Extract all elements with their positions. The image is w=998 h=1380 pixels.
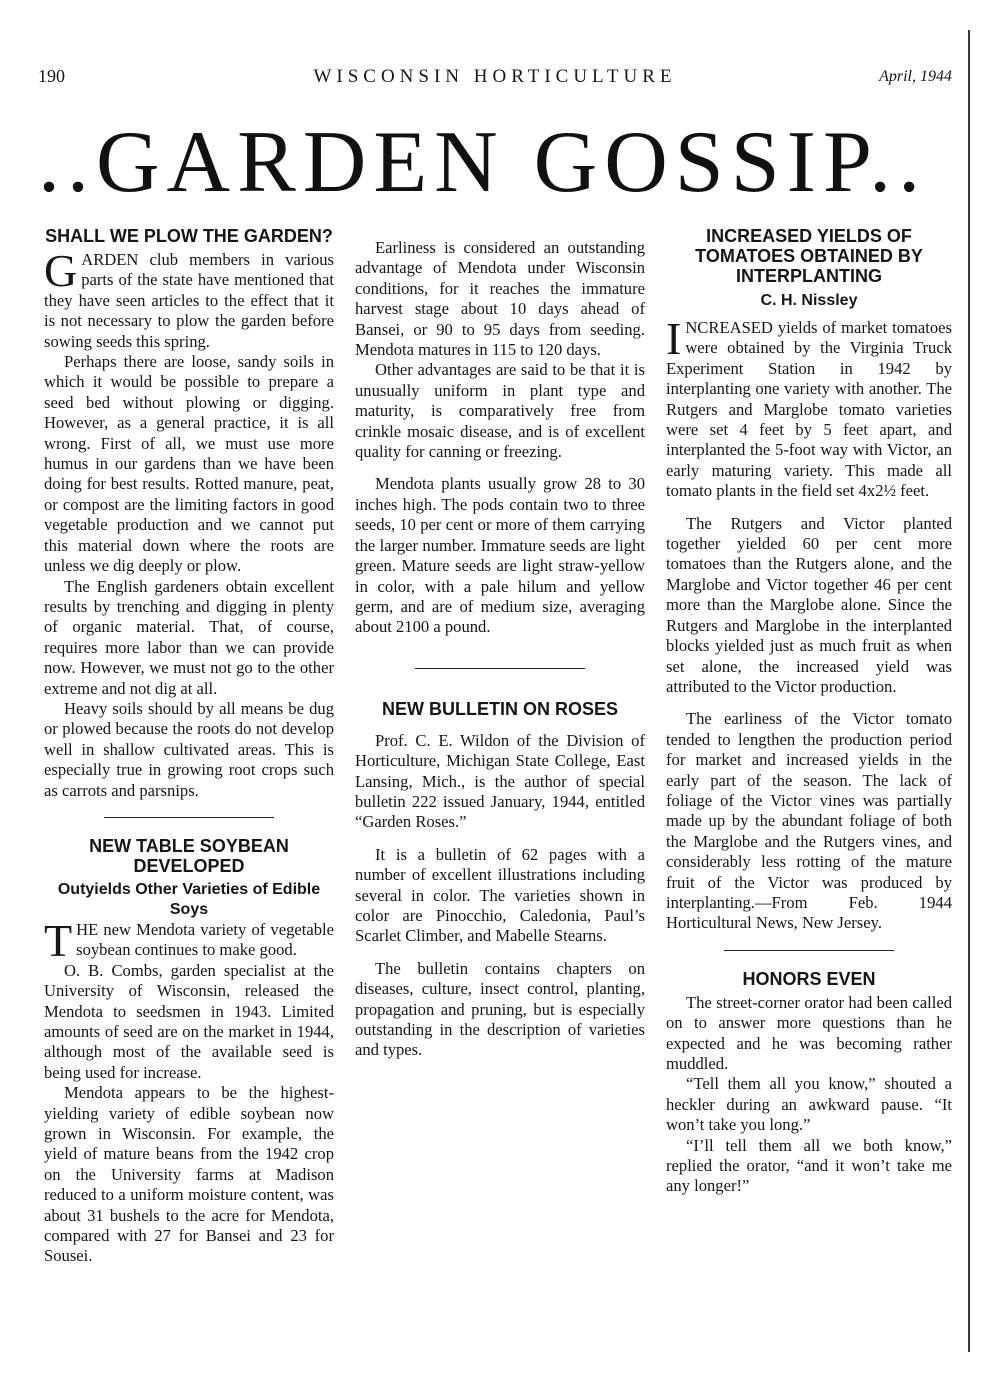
page-edge-rule	[968, 30, 970, 1352]
drop-cap: I	[666, 313, 682, 364]
page-number: 190	[38, 66, 65, 86]
honors-article-title: HONORS EVEN	[742, 968, 876, 989]
running-header	[38, 66, 952, 94]
drop-cap: G	[44, 245, 78, 296]
soybean-paragraph-1: THE new Mendota variety of vegetable soybean continues to make good.	[44, 914, 334, 966]
honors-paragraph-3: “I’ll tell them all we both know,” replied the orator, “and it won’t take me any longer!”	[666, 1135, 952, 1196]
magazine-title: WISCONSIN HORTICULTURE	[313, 66, 677, 87]
roses-article-title: NEW BULLETIN ON ROSES	[381, 698, 618, 719]
plow-paragraph-2: Perhaps there are loose, sandy soils in which it would be possible to prepare a seed bed without plowing or digging. However, as a general practice, it is all wrong. First of all, we must use more humus in our gardens than we have been doing for best results. Rotted manure, peat, or compost are the limiting factors in good vegetable production and we cannot put this material down where the roots are unless we dig deeply or plow.	[44, 352, 334, 576]
honors-paragraph-1: The street-corner orator had been called on to answer more questions than he expected and he was becoming rather muddled.	[666, 992, 952, 1073]
divider	[415, 668, 585, 669]
tomato-paragraph-2: The Rutgers and Victor planted together yielded 60 per cent more tomatoes than the Rutgers alone, and the Marglobe and Victor together 46 per cent more than the Marglobe alone. Since the Rutgers and Marglobe in the interplanted blocks yielded just as much fruit as when set alone, the increased yield was attributed to the Victor production.	[666, 513, 952, 696]
soybean-subtitle: Outyields Other Varieties of Edible Soys	[57, 880, 321, 918]
soybean-paragraph-4: Earliness is considered an outstanding advantage of Mendota under Wisconsin conditions, for it reaches the immature harvest stage about 10 days ahead of Bansei, or 90 to 95 days from seeding. Mendota matures in 115 to 120 days.	[355, 238, 645, 360]
plow-paragraph-4: Heavy soils should by all means be dug or plowed because the roots do not develop well in shallow cultivated areas. This is especially true in growing root crops such as carrots and parsnips.	[44, 698, 334, 800]
soybean-paragraph-3: Mendota appears to be the highest-yielding variety of edible soybean now grown in Wisconsin. For example, the yield of mature beans from the 1942 crop on the University farms at Madison reduced to a uniform moisture content, was about 31 bushels to the acre for Mendota, compared with 27 for Bansei and 23 for Sousei.	[44, 1083, 334, 1266]
tomato-paragraph-1: INCREASED yields of market tomatoes were obtained by the Virginia Truck Experiment Station in 1942 by interplanting one variety with another. The Rutgers and Marglobe tomato varieties were set 4 feet by 5 feet apart, and interplanted the 5-foot way with Victor, an early maturing variety. This made all tomato plants in the field set 4x2½ feet.	[666, 313, 952, 501]
honors-paragraph-2: “Tell them all you know,” shouted a heckler during an awkward pause. “It won’t take you long.”	[666, 1074, 952, 1135]
roses-paragraph-2: It is a bulletin of 62 pages with a number of excellent illustrations including several in color. The varieties shown in color are Pinocchio, Caledonia, Paul’s Scarlet Climber, and Mabelle Stearns.	[355, 844, 645, 946]
soybean-paragraph-2: O. B. Combs, garden specialist at the University of Wisconsin, released the Mendota to seedsmen in 1943. Limited amounts of seed are on the market in 1944, although most of the available seed is being used for increase.	[44, 960, 334, 1082]
issue-date: April, 1944	[879, 68, 952, 85]
tomato-article-title: INCREASED YIELDS OF TOMATOES OBTAINED BY INTERPLANTING	[695, 226, 923, 286]
tomato-paragraph-3: The earliness of the Victor tomato tended to lengthen the production period for market and increased yields in the early part of the season. The lack of foliage of the Victor vines was partially made up by the abundant foliage of both the Marglobe and the Rutgers vines, and considerably less rotting of the mature fruit of the Victor was produced by interplanting.—From Feb. 1944 Horticultural News, New Jersey.	[666, 709, 952, 933]
section-banner: ..GARDEN GOSSIP..	[38, 114, 928, 211]
soybean-paragraph-6: Mendota plants usually grow 28 to 30 inches high. The pods contain two to three seeds, 10 per cent or more of them carrying the larger number. Immature seeds are light green. Mature seeds are light straw-yellow in color, with a pale hilum and yellow germ, and are of medium size, averaging about 2100 a pound.	[355, 474, 645, 637]
soybean-article-title: NEW TABLE SOYBEAN DEVELOPED	[89, 835, 289, 876]
roses-paragraph-1: Prof. C. E. Wildon of the Division of Horticulture, Michigan State College, East Lansing, Mich., is the author of special bulletin 222 issued January, 1944, entitled “Garden Roses.”	[355, 730, 645, 832]
column-1	[44, 226, 334, 1267]
drop-cap: T	[44, 914, 73, 966]
column-2	[355, 226, 645, 1061]
plow-paragraph-1: GARDEN club members in various parts of the state have mentioned that they have seen articles to the effect that it is not necessary to plow the garden before sowing seeds this spring.	[44, 245, 334, 351]
soybean-paragraph-5: Other advantages are said to be that it is unusually uniform in plant type and maturity, is comparatively free from crinkle mosaic disease, and is of excellent quality for canning or freezing.	[355, 360, 645, 462]
roses-paragraph-3: The bulletin contains chapters on diseases, culture, insect control, planting, propagation and pruning, but is especially outstanding in the description of varieties and types.	[355, 958, 645, 1060]
tomato-author: C. H. Nissley	[760, 292, 858, 309]
plow-article-title: SHALL WE PLOW THE GARDEN?	[45, 226, 333, 246]
column-3	[666, 226, 952, 1197]
plow-paragraph-3: The English gardeners obtain excellent results by trenching and digging in plenty of organic material. That, of course, requires more labor than we can provide now. However, we must not go to the other extreme and not dig at all.	[44, 576, 334, 698]
divider	[724, 950, 894, 951]
divider	[104, 817, 274, 818]
